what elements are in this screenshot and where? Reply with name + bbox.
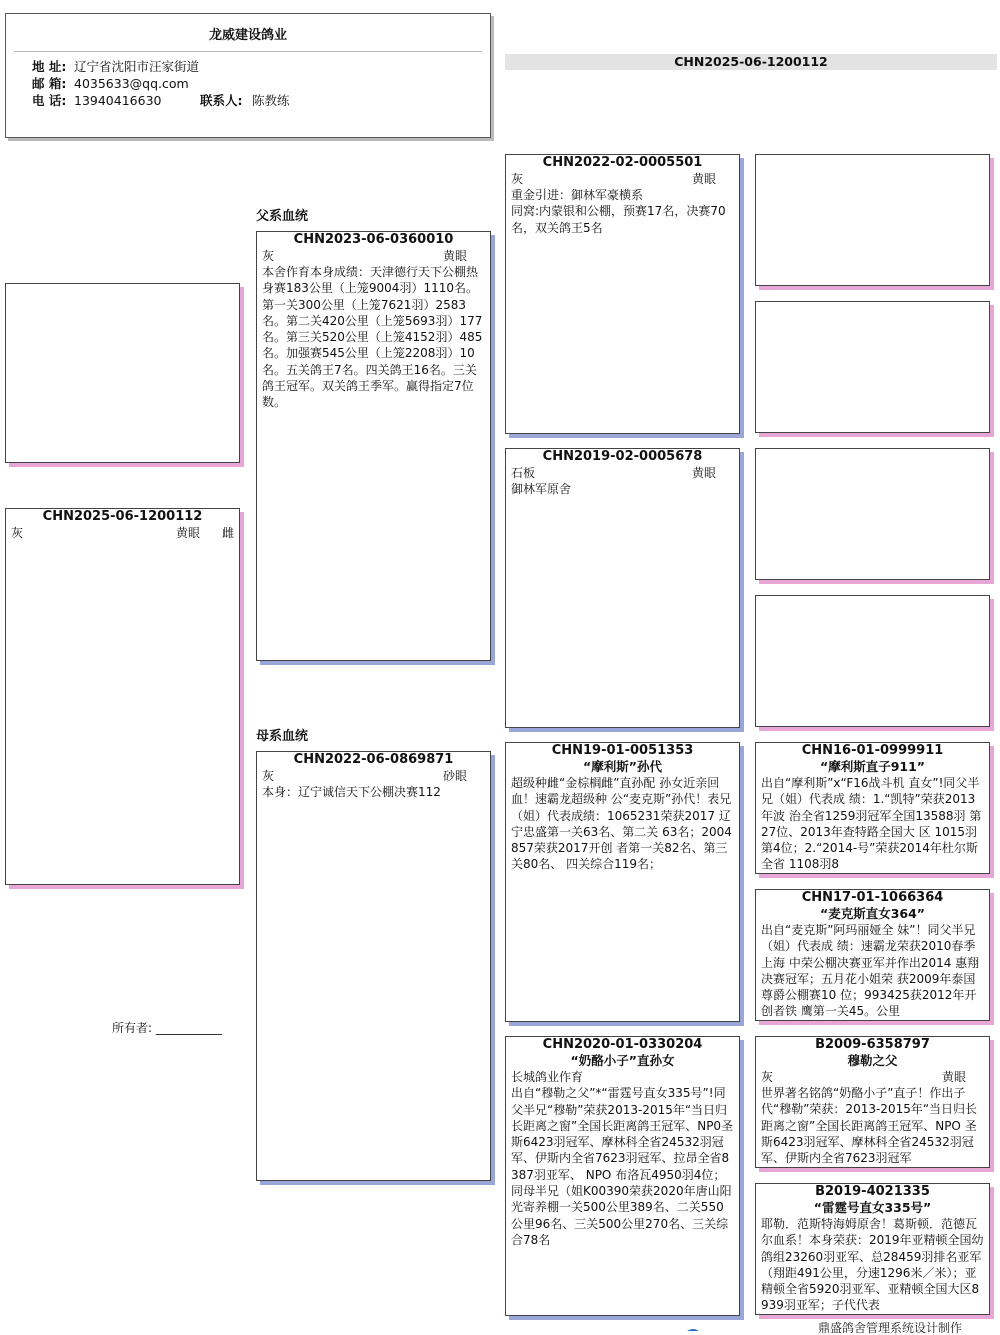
sire-ring: CHN2023-06-0360010 [293,232,454,247]
sire-dam-card [505,448,740,728]
dam-text: 本身：辽宁诚信天下公棚决赛112 [262,785,441,799]
top-ring-banner: CHN2025-06-1200112 [505,54,997,70]
contact-value: 陈教练 [252,93,290,108]
owner-value: ___________ [155,1021,222,1035]
dam-dam-sire-color: 灰 [761,1070,774,1084]
gg-sire-dam-sire-card [755,448,990,580]
gg-sire-dam-dam-card [755,595,990,727]
footer-logo-icon [680,1322,706,1331]
owner-line [112,1019,222,1036]
dam-sire-title: “摩利斯”孙代 [583,759,662,774]
footer-credit: 鼎盛鸽舍管理系统设计制作 [818,1321,963,1335]
dam-attrs [257,768,490,784]
dam-dam-ring: CHN2020-01-0330204 [542,1037,703,1052]
dam-dam-card [505,1036,740,1316]
dam-eye: 砂眼 [442,769,467,783]
dam-sire-sire-text: 出自“摩利斯”x“F16战斗机 直女”!同父半兄（姐）代表成 绩：1.“凯特”荣获2013年波 治全省1259羽冠军全国13588羽 第27位、2013年查特路全国大 区 1015羽第4位；2.“2014-号”荣获2014年杜尔斯全省 1108羽8 [761,776,982,872]
subject-ring: CHN2025-06-1200112 [42,509,203,524]
dam-dam-sire-attrs [756,1069,989,1085]
sire-attrs [257,248,490,264]
sire-sire-attrs [506,171,739,187]
gg-sire-sire-dam-card [755,301,990,433]
sire-dam-color: 石板 [511,466,536,480]
dam-sire-text: 超级种雌“金棕榈雌”直孙配 孙女近亲回血！速霸龙超级种 公“麦克斯”孙代！表兄（姐）代表成绩：1065231荣获2017 辽宁忠盛第一关63名、第二关 63名；2004857荣获2017开创 者第一关82名、第三关80名、 四关综合119名； [511,776,732,872]
dam-sire-dam-card [755,889,990,1021]
address-label: 地 址: [32,59,67,74]
dam-sire-dam-text: 出自“麦克斯”阿玛丽娅全 妹”！同父半兄（姐）代表成 绩：速霸龙荣获2010春季上海 中荣公棚决赛亚军并作出2014 惠翔决赛冠军；五月花小姐荣 获2009年泰国尊爵公棚赛10 位；993425获2012年开创者铁 鹰第一关45。公里 [761,923,980,1019]
dam-sire-dam-title: “麦克斯直女364” [819,906,926,921]
dam-dam-dam-title: “雷霆号直女335号” [813,1200,932,1215]
dam-sire-ring: CHN19-01-0051353 [551,743,694,758]
sire-dam-eye: 黄眼 [691,466,716,480]
sire-dam-ring: CHN2019-02-0005678 [542,449,703,464]
phone-line [32,92,490,109]
subject-eye: 黄眼 [175,526,200,540]
address-line [32,58,490,75]
dam-dam-title: “奶酪小子”直孙女 [570,1053,675,1068]
dam-line-label: 母系血统 [256,729,309,744]
dam-dam-sire-eye: 黄眼 [941,1070,966,1084]
dam-dam-sire-ring: B2009-6358797 [815,1037,930,1052]
phone-label: 电 话: [32,93,67,108]
contact-label: 联系人: [200,93,243,108]
sire-line-label: 父系血统 [256,209,309,224]
gg-sire-sire-sire-card [755,154,990,286]
sire-dam-attrs [506,465,739,481]
header-divider [14,51,482,52]
sire-sire-card [505,154,740,434]
dam-sire-sire-ring: CHN16-01-0999911 [801,743,944,758]
sire-dam-text: 御林军原舍 [511,482,572,496]
dam-sire-sire-card [755,742,990,874]
dam-dam-dam-card [755,1183,990,1315]
email-label: 邮 箱: [32,76,67,91]
sire-eye: 黄眼 [442,249,467,263]
sire-color: 灰 [262,249,275,263]
sire-sire-eye: 黄眼 [691,172,716,186]
sire-text: 本舍作育本身成绩：天津德行天下公棚热身赛183公里（上笼9004羽）1110名。第一关300公里（上笼7621羽）2583名。第二关420公里（上笼5693羽）177名。第三关520公里（上笼4152羽）485名。加强赛545公里（上笼2208羽）10名。五关鸽王7名。四关鸽王16名。三关鸽王冠军。双关鸽王季军。赢得指定7位数。 [262,265,483,410]
breeder-name: 龙威建设鸽业 [208,28,287,43]
sire-card [256,231,491,661]
dam-sire-card [505,742,740,1022]
subject-attrs [6,525,239,541]
dam-color: 灰 [262,769,275,783]
dam-ring: CHN2022-06-0869871 [293,752,454,767]
dam-dam-sire-title: 穆勒之父 [847,1053,898,1068]
sire-sire-text: 重金引进：御林军豪横系 同窝:内蒙银和公棚，预赛17名，决赛70名，双关鸽王5名 [511,188,726,235]
address-value: 辽宁省沈阳市汪家街道 [74,59,200,74]
dam-sire-dam-ring: CHN17-01-1066364 [801,890,944,905]
sire-sire-ring: CHN2022-02-0005501 [542,155,703,170]
dam-dam-dam-ring: B2019-4021335 [815,1184,930,1199]
subject-color: 灰 [11,526,24,540]
subject-card [5,508,240,885]
dam-dam-text: 长城鸽业作育 出自“穆勒之父”*“雷霆号直女335号”!同父半兄“穆勒”荣获2013-2015年“当日归长距离之窗”全国长距离鸽王冠军、NP0圣斯6423羽冠军、摩林科全省24532羽冠军、伊斯内全省7623羽冠军、拉昂全省8387羽亚军、 NPO 布洛瓦4950羽4位；同母半兄（姐K00390荣获2020年唐山阳光寄养棚一关500公里389名、二关550公里96名、三关500公里270名、三关综合78名 [511,1070,734,1247]
dam-card [256,751,491,1181]
email-line [32,75,490,92]
breeder-info-box [5,13,491,138]
photo-box [5,283,240,463]
dam-sire-sire-title: “摩利斯直子911” [819,759,926,774]
owner-label: 所有者: [112,1021,153,1035]
subject-sex: 雌 [221,526,234,540]
email-value: 4035633@qq.com [74,76,189,91]
sire-sire-color: 灰 [511,172,524,186]
dam-dam-sire-text: 世界著名铭鸽“奶酪小子”直子！作出子代“穆勒”荣获：2013-2015年“当日归长距离之窗”全国长距离鸽王冠军、NPO 圣斯6423羽冠军、摩林科全省24532羽冠军、伊斯内全省7623羽冠军 [761,1086,978,1166]
dam-dam-dam-text: 耶勒．范斯特海姆原舍！葛斯顿．范德瓦尔血系！本身荣获：2019年亚精顿全国幼鸽组23260羽亚军、总28459羽排名亚军（翔距491公里，分速1296米／米）；亚精顿全省5920羽亚军、亚精顿全国大区8939羽亚军；子代代表 [761,1217,984,1313]
phone-value: 13940416630 [74,93,162,108]
dam-dam-sire-card [755,1036,990,1168]
